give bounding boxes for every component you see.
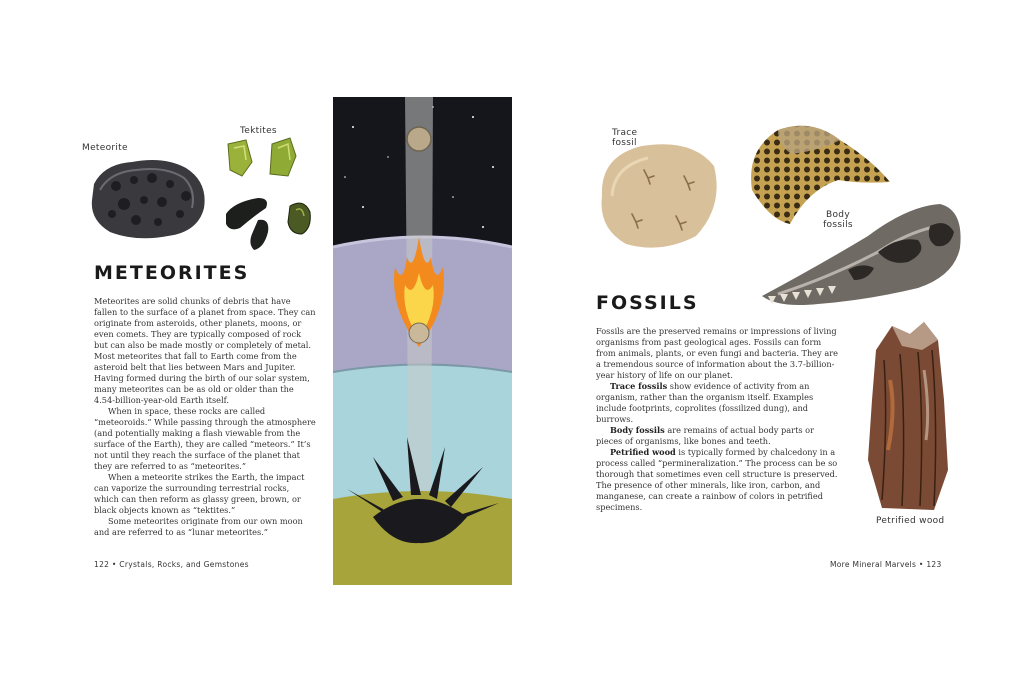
fossils-paragraph: Fossils are the preserved remains or impressions of living organisms from past geological ages. Fossils can form from animals, plants, or even fungi and bacteria. They are a tremendous source of information about the 3.7-billion-year history of life on our planet. <box>596 326 838 380</box>
tektites-illustration <box>224 136 316 254</box>
fossils-paragraph: Petrified wood is typically formed by chalcedony in a process called “permineralization.” The process can be so thorough that sometimes even cell structure is preserved. The presence of other minerals, like iron, carbon, and manganese, can create a rainbow of colors in petrified specimens. <box>596 447 838 512</box>
meteorites-paragraph: Meteorites are solid chunks of debris that have fallen to the surface of a planet from space. They can originate from asteroids, other planets, moons, or even comets. They are typically composed of rock but can also be made mostly or completely of metal. Most meteorites that fall to Earth come from the asteroid belt that lies between Mars and Jupiter. Having formed during the birth of our solar system, many meteorites can be as old or older than the 4.54-billion-year-old Earth itself. <box>94 296 316 405</box>
fossils-paragraph: Trace fossils show evidence of activity from an organism, rather than the organism itself. Examples include footprints, coprolites (fossilized dung), and burrows. <box>596 381 814 424</box>
meteorites-paragraph: Some meteorites originate from our own moon and are referred to as “lunar meteorites.” <box>94 516 303 537</box>
meteorites-heading: METEORITES <box>94 262 250 284</box>
meteorite-illustration <box>86 152 212 242</box>
left-page-folio: 122 • Crystals, Rocks, and Gemstones <box>94 560 249 569</box>
meteorites-paragraph: When in space, these rocks are called “meteoroids.” While passing through the atmosphere (and potentially making a flash viewable from the surface of the Earth), they are called “meteors.” It’s not until they reach the surface of the planet that they are referred to as “meteorites.” <box>94 406 316 471</box>
meteorites-paragraph: When a meteorite strikes the Earth, the impact can vaporize the surrounding terrestrial rocks, which can then reform as glassy green, brown, or black objects known as “tektites.” <box>94 472 305 515</box>
fossils-paragraph: Body fossils are remains of actual body parts or pieces of organisms, like bones and teeth. <box>596 425 815 446</box>
body-fossils-term: Body fossils <box>610 425 665 435</box>
petrified-wood-term: Petrified wood <box>610 447 676 457</box>
meteorites-body-text <box>94 296 316 538</box>
fossils-heading: FOSSILS <box>596 292 699 314</box>
trace-fossil-label: Trace fossil <box>612 128 638 148</box>
petrified-wood-illustration <box>862 320 950 514</box>
dinosaur-skull-illustration <box>758 196 966 314</box>
meteorite-label: Meteorite <box>82 143 128 153</box>
petrified-wood-label: Petrified wood <box>876 516 945 526</box>
meteor-impact-illustration <box>333 97 512 585</box>
fossils-body-text <box>596 326 840 513</box>
right-page-folio: More Mineral Marvels • 123 <box>830 560 942 569</box>
trace-fossil-illustration <box>592 136 726 254</box>
body-fossils-label: Body fossils <box>823 210 853 230</box>
trace-fossils-term: Trace fossils <box>610 381 668 391</box>
tektites-label: Tektites <box>240 126 277 136</box>
